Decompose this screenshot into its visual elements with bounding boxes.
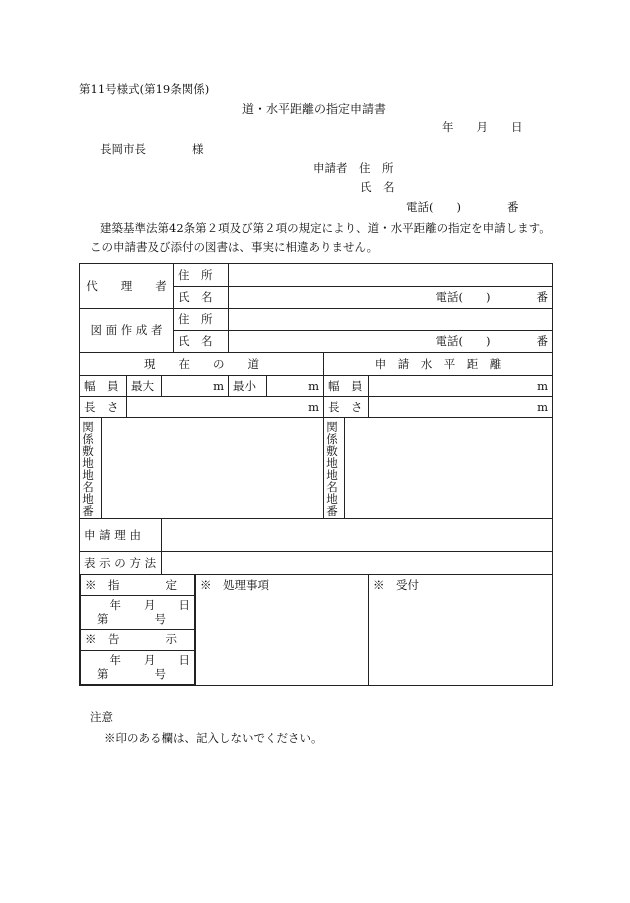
notice-number: 第 号 bbox=[97, 667, 166, 682]
applied-width-field[interactable] bbox=[369, 376, 553, 397]
width-label-left: 幅 員 bbox=[80, 376, 127, 397]
max-width-field[interactable] bbox=[162, 376, 229, 397]
application-table bbox=[79, 263, 553, 686]
related-lot-field-left[interactable] bbox=[102, 418, 324, 519]
min-width-field[interactable] bbox=[267, 376, 324, 397]
processing-label: ※ 処理事項 bbox=[200, 578, 269, 592]
designation-number: 第 号 bbox=[97, 612, 166, 627]
display-method-field[interactable] bbox=[162, 552, 553, 575]
applicant-phone: 電話( ) 番 bbox=[406, 200, 519, 214]
width-label-right: 幅 員 bbox=[324, 376, 369, 397]
max-label: 最大 bbox=[127, 376, 162, 397]
date-line: 年 月 日 bbox=[442, 120, 523, 134]
related-lot-text-left: 関係敷地地名地番 bbox=[82, 420, 94, 518]
current-length-field[interactable] bbox=[127, 397, 324, 418]
statement-line-2: この申請書及び添付の図書は、事実に相違ありません。 bbox=[90, 240, 379, 254]
applicant-name-label: 氏 名 bbox=[360, 180, 395, 194]
designer-address-field[interactable] bbox=[229, 309, 553, 331]
processing-field[interactable] bbox=[196, 575, 369, 686]
office-use-left bbox=[80, 575, 196, 686]
applied-length-field[interactable] bbox=[369, 397, 553, 418]
form-number: 第11号様式(第19条関係) bbox=[79, 82, 210, 96]
designer-phone-text: 電話( ) 番 bbox=[435, 334, 548, 348]
max-width-unit: m bbox=[213, 378, 224, 393]
notes-text: ※印のある欄は、記入しないでください。 bbox=[104, 731, 323, 745]
reason-label: 申 請 理 由 bbox=[80, 519, 162, 552]
agent-address-field[interactable] bbox=[229, 264, 553, 287]
reason-field[interactable] bbox=[162, 519, 553, 552]
applied-length-unit: m bbox=[537, 399, 548, 414]
related-lot-text-right: 関係敷地地名地番 bbox=[326, 420, 338, 518]
display-method-label: 表 示 の 方 法 bbox=[80, 552, 162, 575]
notice-date: 年 月 日 bbox=[109, 653, 190, 668]
applied-width-unit: m bbox=[537, 378, 548, 393]
designer-name-label: 氏 名 bbox=[174, 331, 229, 353]
related-lot-label-left bbox=[80, 418, 102, 519]
form-title: 道・水平距離の指定申請書 bbox=[242, 102, 387, 116]
agent-phone-text: 電話( ) 番 bbox=[435, 290, 548, 304]
related-lot-label-right bbox=[324, 418, 345, 519]
related-lot-field-right[interactable] bbox=[345, 418, 553, 519]
notice-date-number[interactable] bbox=[81, 650, 195, 684]
applied-distance-header: 申 請 水 平 距 離 bbox=[324, 353, 553, 376]
reception-field[interactable] bbox=[369, 575, 553, 686]
min-label: 最小 bbox=[229, 376, 267, 397]
addressee: 長岡市長 様 bbox=[100, 142, 204, 156]
designation-date-number[interactable] bbox=[81, 595, 195, 629]
applicant-address-label: 申請者 住 所 bbox=[313, 161, 394, 175]
agent-label: 代 理 者 bbox=[80, 264, 174, 309]
current-length-unit: m bbox=[308, 399, 319, 414]
reception-label: ※ 受付 bbox=[373, 578, 419, 592]
notes-heading: 注意 bbox=[90, 710, 113, 724]
length-label-right: 長 さ bbox=[324, 397, 369, 418]
designation-date: 年 月 日 bbox=[109, 598, 190, 613]
length-label-left: 長 さ bbox=[80, 397, 127, 418]
designation-label: ※ 指 定 bbox=[81, 575, 195, 595]
agent-name-phone[interactable] bbox=[229, 287, 553, 309]
designer-label: 図 面 作 成 者 bbox=[80, 309, 174, 353]
designer-address-label: 住 所 bbox=[174, 309, 229, 331]
designation-notice-block bbox=[80, 575, 195, 685]
current-road-header: 現 在 の 道 bbox=[80, 353, 324, 376]
agent-address-label: 住 所 bbox=[174, 264, 229, 287]
min-width-unit: m bbox=[308, 378, 319, 393]
notice-label: ※ 告 示 bbox=[81, 629, 195, 650]
statement-line-1: 建築基準法第42条第２項及び第２項の規定により、道・水平距離の指定を申請します。 bbox=[100, 221, 551, 235]
designer-name-phone[interactable] bbox=[229, 331, 553, 353]
agent-name-label: 氏 名 bbox=[174, 287, 229, 309]
